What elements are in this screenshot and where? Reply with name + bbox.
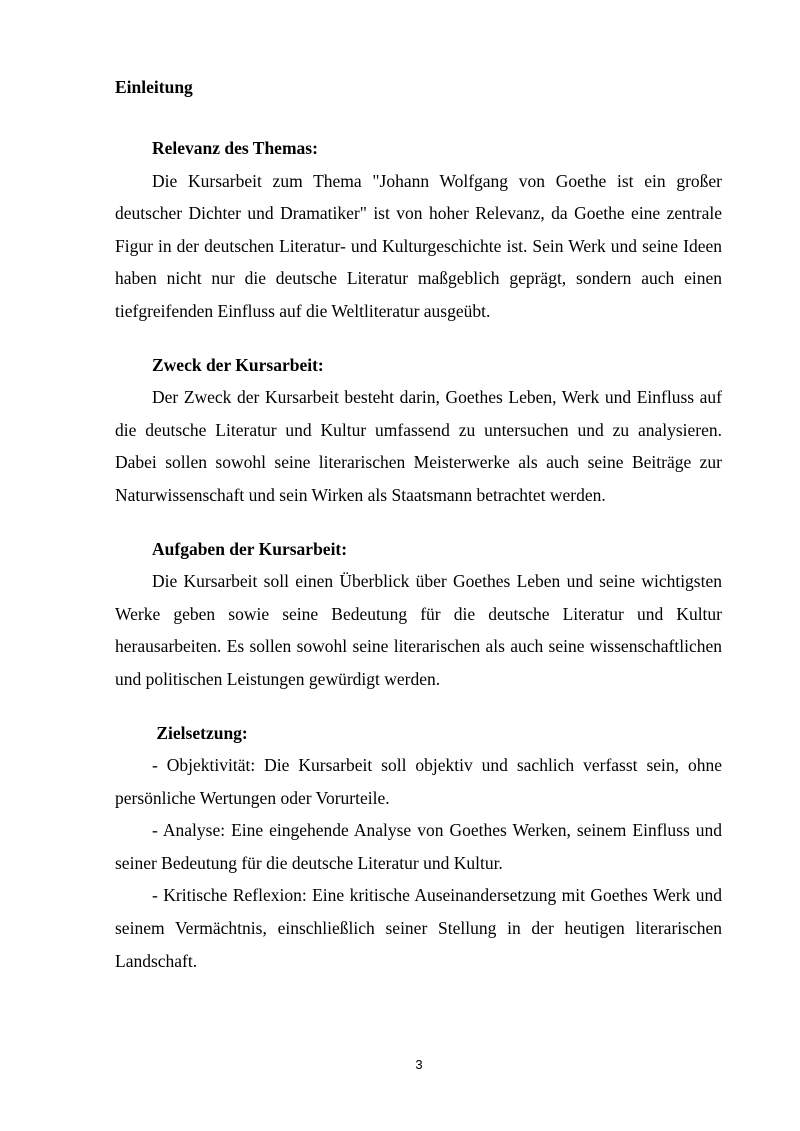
list-item: - Analyse: Eine eingehende Analyse von Goethes Werken, seinem Einfluss und seiner Bedeutung für die deutsche Literatur und Kultur. [115, 820, 722, 873]
spacer [115, 102, 722, 132]
spacer [115, 696, 722, 717]
spacer [115, 328, 722, 349]
spacer [115, 512, 722, 533]
section-zweck [115, 349, 722, 512]
section-relevanz [115, 132, 722, 328]
section-heading-relevanz: Relevanz des Themas: [152, 138, 318, 158]
page-number: 3 [415, 1057, 423, 1072]
chapter-title: Einleitung [115, 77, 193, 97]
page-body [115, 72, 722, 977]
list-item: - Objektivität: Die Kursarbeit soll objektiv und sachlich verfasst sein, ohne persönliche Wertungen oder Vorurteile. [115, 755, 722, 808]
section-text-zweck: Der Zweck der Kursarbeit besteht darin, Goethes Leben, Werk und Einfluss auf die deutsche Literatur und Kultur umfassend zu untersuchen und zu analysieren. Dabei sollen sowohl seine literarischen Meisterwerke als auch seine Beiträge zur Naturwissenschaft und sein Wirken als Staatsmann betrachtet werden. [115, 387, 722, 505]
section-aufgaben [115, 533, 722, 696]
section-text-aufgaben: Die Kursarbeit soll einen Überblick über Goethes Leben und seine wichtigsten Werke geben sowie seine Bedeutung für die deutsche Literatur und Kultur herausarbeiten. Es sollen sowohl seine literarischen als auch seine wissenschaftlichen und politischen Leistungen gewürdigt werden. [115, 571, 722, 689]
section-heading-aufgaben: Aufgaben der Kursarbeit: [152, 538, 348, 559]
section-zielsetzung [115, 717, 722, 978]
section-text-relevanz: Die Kursarbeit zum Thema "Johann Wolfgang von Goethe ist ein großer deutscher Dichter und Dramatiker" ist von hoher Relevanz, da Goethe eine zentrale Figur in der deutschen Literatur- und Kulturgeschichte ist. Sein Werk und seine Ideen haben nicht nur die deutsche Literatur maßgeblich geprägt, sondern auch einen tiefgreifenden Einfluss auf die Weltliteratur ausgeübt. [115, 170, 722, 321]
list-item: - Kritische Reflexion: Eine kritische Auseinandersetzung mit Goethes Werk und seinem Vermächtnis, einschließlich seiner Stellung in der heutigen literarischen Landschaft. [115, 885, 722, 971]
section-heading-zielsetzung: Zielsetzung: [152, 722, 248, 743]
section-heading-zweck: Zweck der Kursarbeit: [152, 354, 324, 375]
